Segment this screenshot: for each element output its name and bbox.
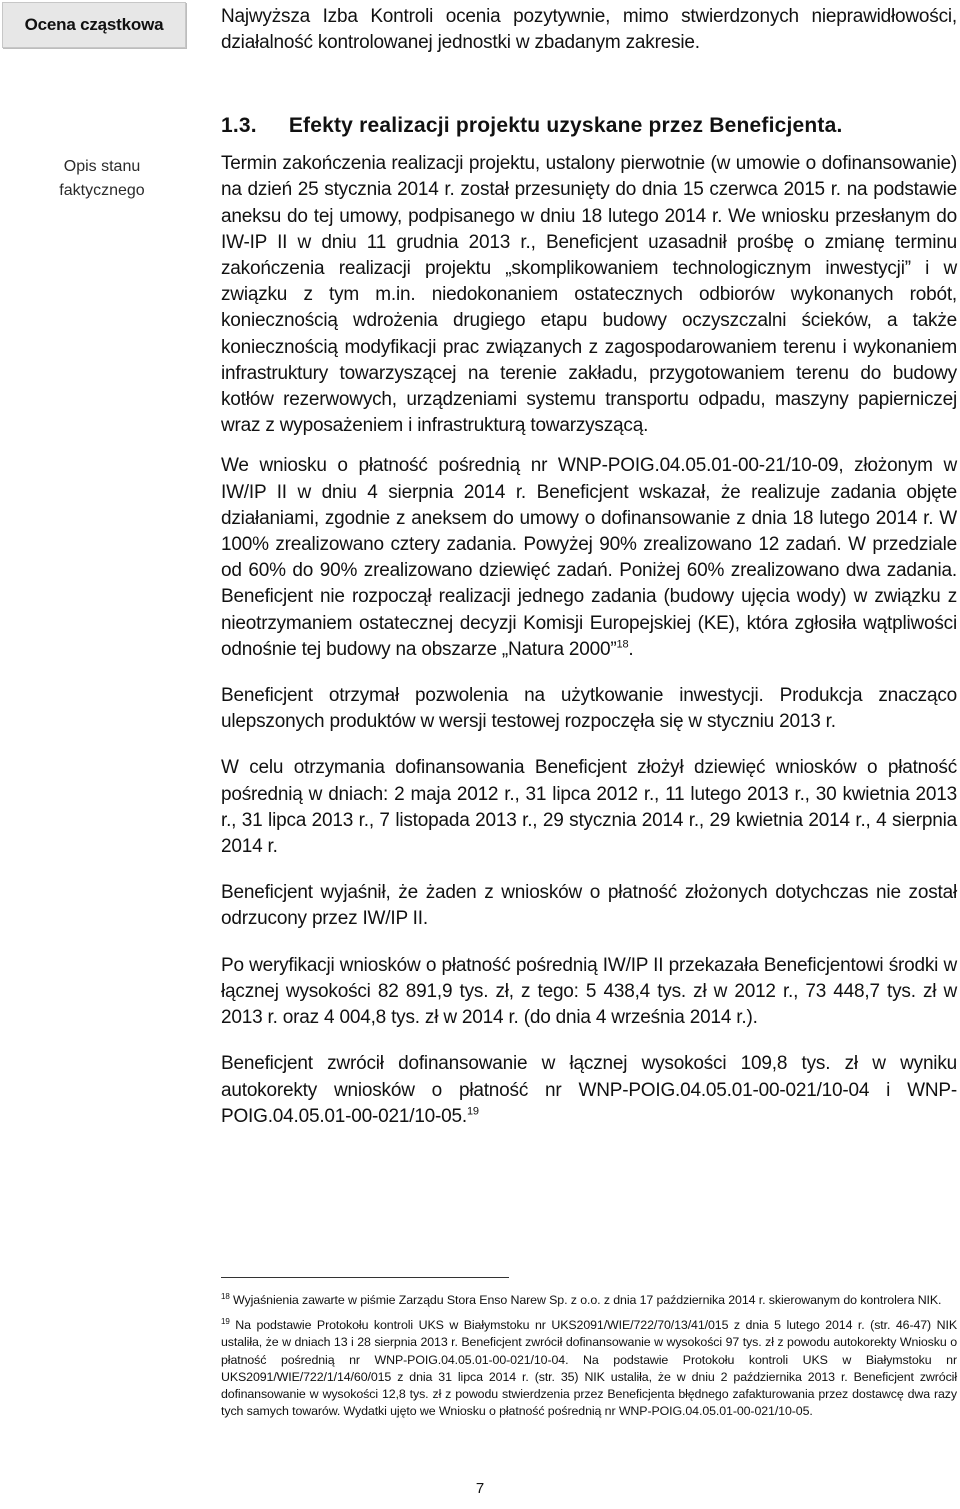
footnote-19-number: 19 bbox=[221, 1317, 230, 1327]
footnote-separator bbox=[221, 1277, 509, 1278]
footnotes bbox=[221, 1292, 957, 1428]
footnote-18-text: Wyjaśnienia zawarte w piśmie Zarządu Stora Enso Narew Sp. z o.o. z dnia 17 października 2014 r. skierowanym do kontrolera NIK. bbox=[233, 1293, 942, 1307]
factual-state-label bbox=[30, 155, 174, 203]
paragraph-2 bbox=[221, 453, 957, 663]
footnote-18-number: 18 bbox=[221, 1291, 230, 1301]
footnote-ref-18[interactable]: 18 bbox=[616, 638, 629, 651]
partial-assessment-label bbox=[2, 2, 186, 48]
assessment-intro bbox=[221, 4, 957, 56]
paragraph-6: Po weryfikacji wniosków o płatność pośrednią IW/IP II przekazała Beneficjentowi środki w łącznej wysokości 82 891,9 tys. zł, z tego: 5 438,4 tys. zł w 2012 r., 73 448,7 tys. zł w 2013 r. oraz 4 004,8 tys. zł w 2014 r. (do dnia 4 września 2014 r.). bbox=[221, 954, 957, 1029]
paragraph-2-text: We wniosku o płatność pośrednią nr WNP-POIG.04.05.01-00-21/10-09, złożonym w IW/IP II w dniu 4 sierpnia 2014 r. Beneficjent wskazał, że realizuje zadania objęte działaniami, zgodnie z aneksem do umowy o dofinansowanie z dnia 18 lutego 2014 r. W 100% zrealizowano cztery zadania. Powyżej 90% zrealizowano 12 zadań. W przedziale od 60% do 90% zrealizowano dziewięć zadań. Poniżej 60% zrealizowano dwa zadania. Beneficjent nie rozpoczął realizacji jednego zadania (budowy ujęcia wody) w związku z nieotrzymaniem ostatecznej decyzji Komisji Europejskiej (KE), która zgłosiła wątpliwości odnośnie tej budowy na obszarze „Natura 2000” bbox=[221, 455, 957, 660]
paragraph-7-text: Beneficjent zwrócił dofinansowanie w łącznej wysokości 109,8 tys. zł w wyniku autokorekty wniosków o płatność nr WNP-POIG.04.05.01-00-021/10-04 i WNP-POIG.04.05.01-00-021/10-05. bbox=[221, 1053, 957, 1127]
paragraph-2-end: . bbox=[628, 638, 634, 660]
footnote-18 bbox=[221, 1292, 957, 1309]
paragraph-5: Beneficjent wyjaśnił, że żaden z wniosków o płatność złożonych dotychczas nie został odrzucony przez IW/IP II. bbox=[221, 882, 957, 930]
section-title: Efekty realizacji projektu uzyskane przez Beneficjenta. bbox=[288, 114, 843, 137]
footnote-19-text: Na podstawie Protokołu kontroli UKS w Białymstoku nr UKS2091/WIE/722/70/13/41/015 z dnia 5 lutego 2014 r. (str. 46-47) NIK ustaliła, że w dniach 13 i 28 sierpnia 2013 r. Beneficjent zwrócił dofinansowanie w wysokości 97 tys. zł z powodu autokorekty Wniosku o płatność pośrednią nr WNP-POIG.04.05.01-00-021/10-04. Na podstawie Protokołu kontroli UKS w Białymstoku nr UKS2091/WIE/722/1/14/60/015 z dnia 31 lipca 2014 r. (str. 35) NIK ustaliła, że w dniu 2 października 2013 r. Beneficjent zwrócił dofinansowanie w wysokości 12,8 tys. zł z powodu stwierdzenia przez Beneficjenta błędnego zafakturowania przez dostawcę dwa razy tych samych towarów. Wydatki ujęto we Wniosku o płatność pośrednią nr WNP-POIG.04.05.01-00-021/10-05. bbox=[221, 1318, 957, 1419]
section-body bbox=[221, 113, 957, 1130]
section-number: 1.3. bbox=[221, 114, 257, 137]
paragraph-4: W celu otrzymania dofinansowania Beneficjent złożył dziewięć wniosków o płatność pośrednią w dniach: 2 maja 2012 r., 31 lipca 2012 r., 11 lutego 2013 r., 30 kwietnia 2013 r., 31 lipca 2013 r., 7 listopada 2013 r., 29 stycznia 2014 r., 29 kwietnia 2014 r., 4 sierpnia 2014 r. bbox=[221, 757, 957, 858]
section-heading bbox=[221, 113, 957, 139]
intro-paragraph: Najwyższa Izba Kontroli ocenia pozytywnie, mimo stwierdzonych nieprawidłowości, działalność kontrolowanej jednostki w zbadanym zakresie. bbox=[221, 6, 957, 54]
factual-state-label-line1: Opis stanu bbox=[63, 158, 141, 175]
paragraph-1: Termin zakończenia realizacji projektu, ustalony pierwotnie (w umowie o dofinansowanie) na dzień 25 stycznia 2014 r. został przesunięty do dnia 15 czerwca 2015 r. na podstawie aneksu do tej umowy, podpisanego w dniu 18 lutego 2014 r. We wniosku przesłanym do IW-IP II w dniu 11 grudnia 2013 r., Beneficjent uzasadnił prośbę o zmianę terminu zakończenia realizacji projektu „skomplikowaniem technologicznym inwestycji” i w związku z tym m.in. niedokonaniem ostatecznych odbiorów wykonanych robót, koniecznością wdrożenia drugiego etapu budowy oczyszczalni ścieków, a także koniecznością modyfikacji prac związanych z zagospodarowaniem terenu i wykonaniem infrastruktury towarzyszącej na terenie zakładu, przygotowaniem terenu do budowy kotłów rezerwowych, urządzeniami systemu transportu odpadu, maszyny papierniczej wraz z wyposażeniem i infrastrukturą towarzyszącą. bbox=[221, 153, 957, 437]
paragraph-3: Beneficjent otrzymał pozwolenia na użytkowanie inwestycji. Produkcja znacząco ulepszonych produktów w wersji testowej rozpoczęła się w styczniu 2013 r. bbox=[221, 685, 957, 733]
partial-assessment-text: Ocena cząstkowa bbox=[24, 15, 164, 34]
page-number: 7 bbox=[475, 1480, 485, 1497]
footnote-19 bbox=[221, 1317, 957, 1420]
factual-state-label-line2: faktycznego bbox=[59, 182, 145, 199]
footnote-ref-19[interactable]: 19 bbox=[467, 1105, 479, 1118]
paragraph-7 bbox=[221, 1051, 957, 1130]
